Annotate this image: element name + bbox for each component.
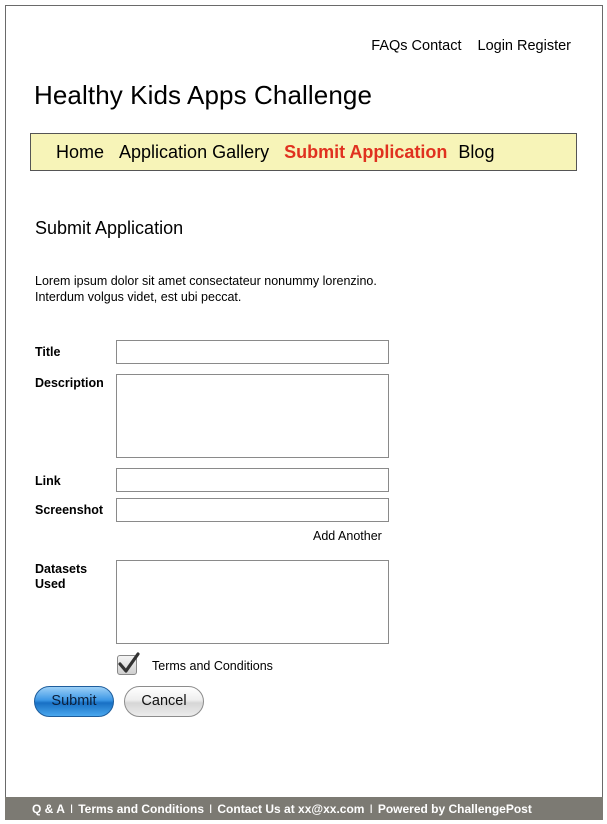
nav-item-home[interactable]: Home xyxy=(56,141,105,162)
nav-item-blog[interactable]: Blog xyxy=(458,141,495,162)
footer-separator: I xyxy=(209,801,213,816)
footer-separator: I xyxy=(369,801,373,816)
nav-item-application-gallery[interactable]: Application Gallery xyxy=(119,141,270,162)
intro-line-1: Lorem ipsum dolor sit amet consectateur nonummy lorenzino. xyxy=(35,274,377,288)
title-input[interactable] xyxy=(116,340,389,364)
faqs-link[interactable]: FAQs xyxy=(371,38,408,54)
link-input[interactable] xyxy=(116,468,389,492)
datasets-label xyxy=(35,562,87,592)
terms-label[interactable]: Terms and Conditions xyxy=(152,659,273,673)
datasets-label-line-1: Datasets xyxy=(35,562,88,576)
footer-terms-link[interactable]: Terms and Conditions xyxy=(78,801,205,816)
footer-separator: I xyxy=(69,801,74,816)
site-title: Healthy Kids Apps Challenge xyxy=(34,80,373,110)
datasets-textarea[interactable] xyxy=(116,560,389,644)
register-link[interactable]: Register xyxy=(517,38,571,54)
footer xyxy=(5,797,603,820)
footer-qa-link[interactable]: Q & A xyxy=(32,801,65,816)
checkmark-icon xyxy=(117,650,141,676)
login-link[interactable]: Login xyxy=(477,38,513,54)
top-links xyxy=(371,38,571,54)
footer-powered-by[interactable]: Powered by ChallengePost xyxy=(377,801,532,816)
terms-checkbox[interactable] xyxy=(117,655,137,675)
intro-text xyxy=(35,274,415,305)
title-label: Title xyxy=(35,345,61,359)
screenshot-label: Screenshot xyxy=(35,503,104,517)
submit-button[interactable]: Submit xyxy=(34,686,114,717)
contact-link[interactable]: Contact xyxy=(411,38,462,54)
screenshot-input[interactable] xyxy=(116,498,389,522)
add-another-link[interactable]: Add Another xyxy=(313,529,382,543)
description-label: Description xyxy=(35,376,104,390)
page-heading: Submit Application xyxy=(35,218,184,238)
main-nav xyxy=(30,133,577,171)
intro-line-2: Interdum volgus videt, est ubi peccat. xyxy=(35,289,242,304)
footer-contact[interactable]: Contact Us at xx@xx.com xyxy=(217,801,365,816)
cancel-button[interactable]: Cancel xyxy=(124,686,204,717)
nav-item-submit-application[interactable]: Submit Application xyxy=(284,141,448,162)
datasets-label-line-2: Used xyxy=(35,577,66,591)
link-label: Link xyxy=(35,474,61,488)
description-textarea[interactable] xyxy=(116,374,389,458)
